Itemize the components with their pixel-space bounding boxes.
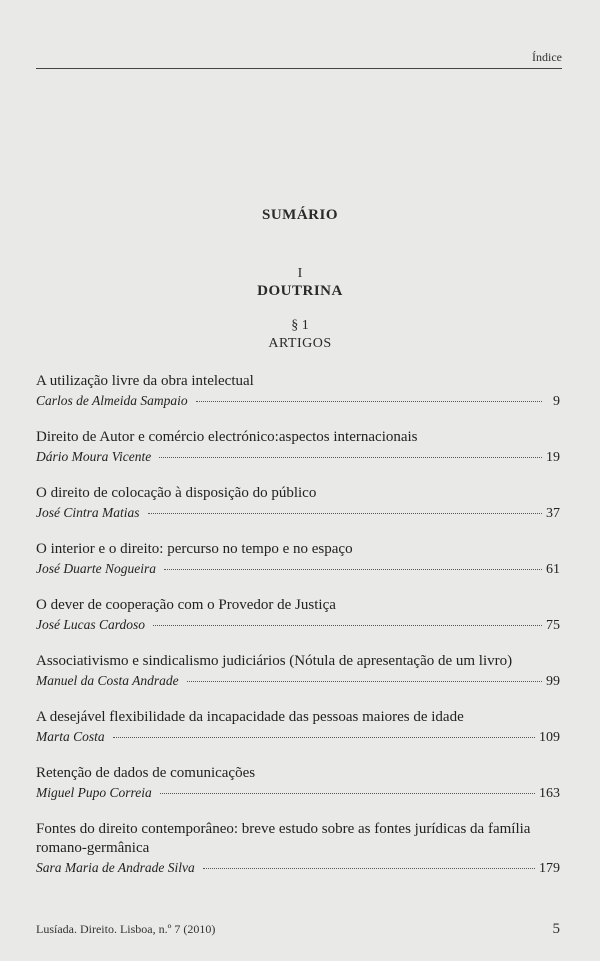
toc-entry[interactable] [36, 540, 560, 579]
toc-entry[interactable] [36, 372, 560, 411]
entry-author: Marta Costa [36, 729, 105, 744]
running-head: Índice [532, 50, 562, 64]
entry-page-number: 163 [539, 786, 560, 801]
entry-author: Sara Maria de Andrade Silva [36, 860, 195, 875]
entry-author-line [36, 560, 560, 579]
entry-author: Manuel da Costa Andrade [36, 673, 179, 688]
part-number: I [297, 266, 303, 281]
entry-title: O direito de colocação à disposição do público [36, 485, 317, 501]
toc-entry[interactable] [36, 652, 560, 691]
entry-page-number: 37 [546, 506, 560, 521]
entry-page-number: 61 [546, 562, 560, 577]
entry-title: O dever de cooperação com o Provedor de Justiça [36, 597, 336, 613]
entry-page-number: 75 [546, 618, 560, 633]
dot-leader [164, 569, 542, 570]
entry-author-line [36, 784, 560, 803]
entry-author-line [36, 616, 560, 635]
entry-author: José Cintra Matias [36, 505, 140, 520]
dot-leader [159, 457, 542, 458]
part-title: DOUTRINA [257, 283, 343, 299]
entry-author-line [36, 728, 560, 747]
entry-author: Miguel Pupo Correia [36, 785, 152, 800]
footer-page-number: 5 [552, 921, 560, 937]
entry-author: Carlos de Almeida Sampaio [36, 393, 188, 408]
toc-entry[interactable] [36, 428, 560, 467]
dot-leader [113, 737, 535, 738]
section-number: § 1 [291, 318, 309, 333]
entry-title: Retenção de dados de comunicações [36, 765, 256, 781]
dot-leader [153, 625, 542, 626]
entry-author-line [36, 672, 560, 691]
dot-leader [187, 681, 542, 682]
toc-entry[interactable] [36, 484, 560, 523]
entry-author: José Duarte Nogueira [36, 561, 156, 576]
entry-author-line [36, 392, 560, 411]
entry-author-line [36, 448, 560, 467]
section-title: ARTIGOS [268, 336, 332, 351]
entry-title: Fontes do direito contemporâneo: breve estudo sobre as fontes jurídicas da família romano-germânica [36, 821, 531, 856]
entry-author: José Lucas Cardoso [36, 617, 146, 632]
entry-page-number: 99 [546, 674, 560, 689]
entry-title: Associativismo e sindicalismo judiciários (Nótula de apresentação de um livro) [36, 653, 513, 669]
header-rule [36, 68, 562, 69]
entry-page-number: 179 [539, 861, 560, 876]
toc-entry[interactable] [36, 764, 560, 803]
toc-entry[interactable] [36, 820, 560, 878]
entry-page-number: 109 [539, 730, 560, 745]
entry-author: Dário Moura Vicente [36, 449, 152, 464]
entry-author-line [36, 859, 560, 878]
footer-citation: Lusíada. Direito. Lisboa, n.º 7 (2010) [36, 922, 216, 936]
contents-title: SUMÁRIO [261, 207, 338, 223]
entry-title: O interior e o direito: percurso no tempo e no espaço [36, 541, 353, 557]
entry-author-line [36, 504, 560, 523]
dot-leader [196, 401, 542, 402]
dot-leader [203, 868, 535, 869]
entry-title: A utilização livre da obra intelectual [36, 373, 254, 389]
entry-title: Direito de Autor e comércio electrónico:aspectos internacionais [36, 429, 418, 445]
entry-page-number: 9 [553, 394, 560, 409]
entry-page-number: 19 [546, 450, 560, 465]
dot-leader [160, 793, 535, 794]
toc-entry[interactable] [36, 708, 560, 747]
dot-leader [148, 513, 543, 514]
toc-entry[interactable] [36, 596, 560, 635]
entry-title: A desejável flexibilidade da incapacidade das pessoas maiores de idade [36, 709, 464, 725]
